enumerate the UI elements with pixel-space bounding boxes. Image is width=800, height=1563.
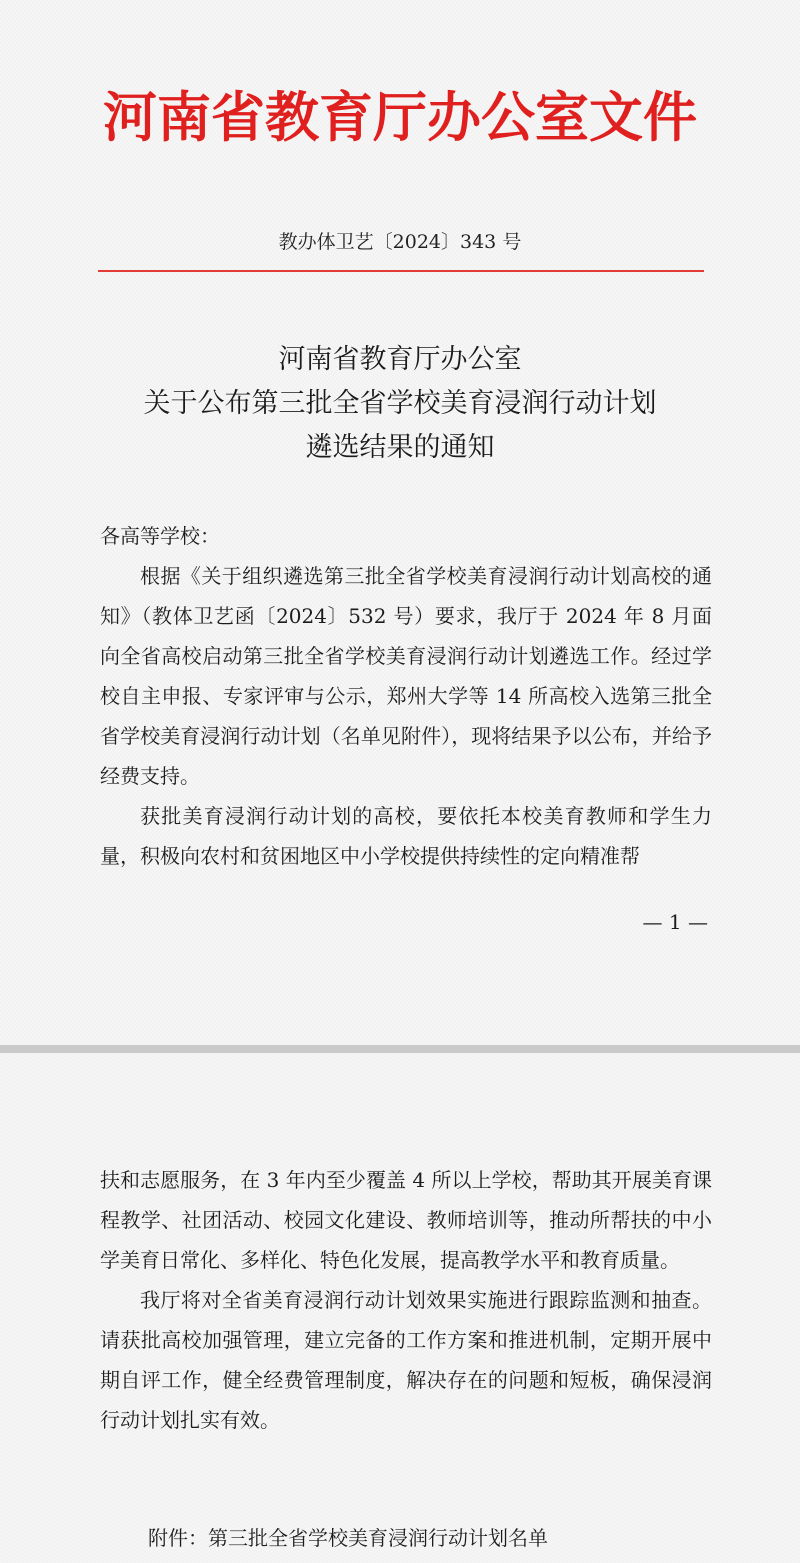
document-number: 教办体卫艺〔2024〕343 号 [278, 231, 522, 253]
red-separator-line [98, 270, 704, 272]
title-line-1: 河南省教育厅办公室 [278, 344, 522, 375]
body-paragraph: 我厅将对全省美育浸润行动计划效果实施进行跟踪监测和抽查。请获批高校加强管理，建立完备的工作方案和推进机制，定期开展中期自评工作，健全经费管理制度，解决存在的问题和短板，确保浸润行动计划扎实有效。 [100, 1288, 712, 1432]
document-header-title: 河南省教育厅办公室文件 [103, 86, 697, 149]
page-number: — 1 — [642, 910, 708, 934]
body-paragraph-continued: 扶和志愿服务，在 3 年内至少覆盖 4 所以上学校，帮助其开展美育课程教学、社团活动、校园文化建设、教师培训等，推动所帮扶的中小学美育日常化、多样化、特色化发展，提高教学水平和教育质量。 [100, 1168, 712, 1272]
title-line-2: 关于公布第三批全省学校美育浸润行动计划 [143, 388, 657, 419]
body-paragraph: 根据《关于组织遴选第三批全省学校美育浸润行动计划高校的通知》（教体卫艺函〔2024〕532 号）要求，我厅于 2024 年 8 月面向全省高校启动第三批全省学校美育浸润行动计划遴选工作。经过学校自主申报、专家评审与公示，郑州大学等 14 所高校入选第三批全省学校美育浸润行动计划（名单见附件），现将结果予以公布，并给予经费支持。 [100, 564, 712, 788]
page1-body [100, 556, 712, 876]
body-paragraph: 获批美育浸润行动计划的高校，要依托本校美育教师和学生力量，积极向农村和贫困地区中小学校提供持续性的定向精准帮 [100, 804, 712, 868]
attachment-line: 附件：第三批全省学校美育浸润行动计划名单 [148, 1526, 548, 1550]
title-line-3: 遴选结果的通知 [305, 432, 495, 463]
document-title [0, 338, 800, 470]
salutation: 各高等学校： [100, 524, 220, 548]
page-divider [0, 1045, 800, 1053]
page2-body [100, 1160, 712, 1440]
